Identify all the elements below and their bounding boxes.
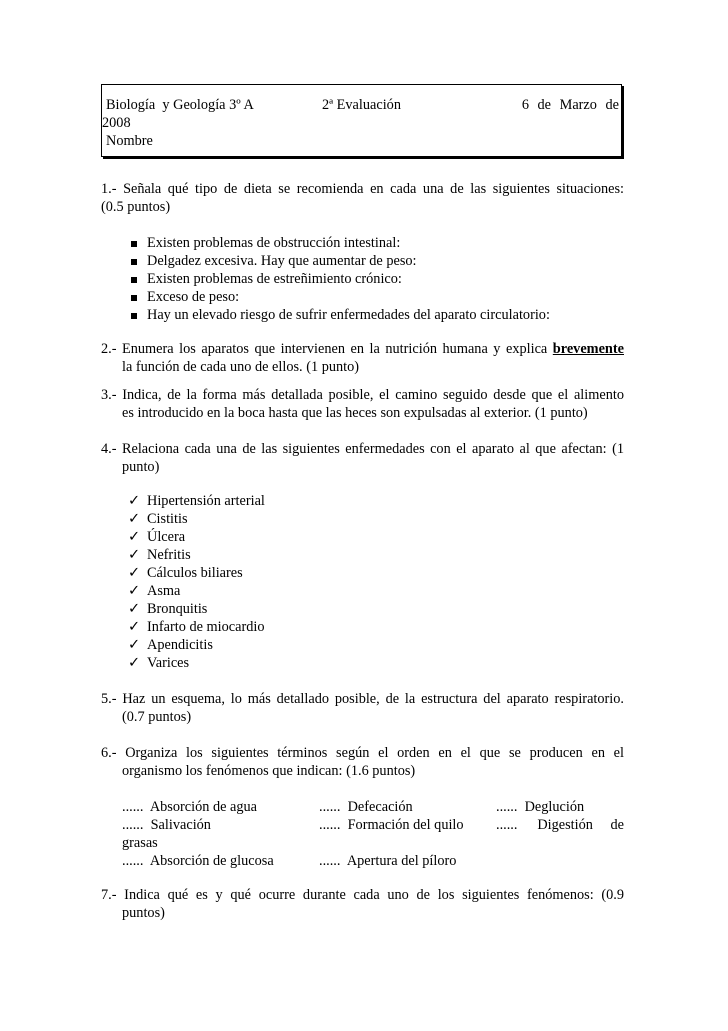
term-item: ...... Formación del quilo — [319, 817, 464, 833]
list-item: Existen problemas de obstrucción intestinal: — [127, 234, 550, 252]
terms-row — [122, 852, 624, 870]
question-5-points: (0.7 puntos) — [122, 709, 192, 725]
question-3-text-cont: es introducido en la boca hasta que las heces son expulsadas al exterior. (1 punto) — [122, 405, 588, 421]
evaluation-label: 2ª Evaluación — [322, 97, 401, 113]
list-item: ✓ Asma — [128, 583, 181, 599]
list-item: Existen problemas de estreñimiento crónico: — [127, 270, 550, 288]
list-item: ✓ Nefritis — [128, 547, 191, 563]
list-item: ✓ Úlcera — [128, 529, 186, 545]
question-7-points: puntos) — [122, 905, 165, 921]
question-4-text-cont: punto) — [122, 459, 160, 475]
question-1-list — [127, 234, 550, 324]
question-7-text: 7.- Indica qué es y qué ocurre durante cada uno de los siguientes fenómenos: (0.9 — [101, 887, 624, 903]
question-4 — [101, 440, 624, 476]
checkmark-icon: ✓ — [128, 565, 140, 581]
list-item: ✓ Varices — [128, 655, 190, 671]
checkmark-icon: ✓ — [128, 619, 140, 635]
question-6-terms — [122, 798, 624, 870]
question-5-text: 5.- Haz un esquema, lo más detallado posible, de la estructura del aparato respiratorio. — [101, 691, 624, 707]
question-7 — [101, 886, 624, 922]
checkmark-icon: ✓ — [128, 547, 140, 563]
term-item: ...... Apertura del píloro — [319, 853, 457, 869]
question-3-text: 3.- Indica, de la forma más detallada posible, el camino seguido desde que el alimento — [101, 387, 624, 403]
list-item: Exceso de peso: — [127, 288, 550, 306]
square-bullet-icon — [127, 252, 141, 270]
question-2-text-cont: la función de cada uno de ellos. (1 punto) — [122, 359, 360, 375]
question-4-list — [127, 492, 265, 672]
question-6-text-cont: organismo los fenómenos que indican: (1.6 puntos) — [122, 763, 416, 779]
checkmark-icon: ✓ — [128, 655, 140, 671]
list-item: ✓ Infarto de miocardio — [128, 619, 265, 635]
checkmark-icon: ✓ — [128, 601, 140, 617]
term-item: ...... Absorción de glucosa — [122, 853, 274, 869]
exam-header-box — [101, 84, 622, 157]
square-bullet-icon — [127, 234, 141, 252]
question-6-text: 6.- Organiza los siguientes términos según el orden en el que se producen en el — [101, 745, 624, 761]
square-bullet-icon — [127, 270, 141, 288]
question-3 — [101, 386, 624, 422]
list-item: ✓ Cálculos biliares — [128, 565, 243, 581]
question-1-text: 1.- Señala qué tipo de dieta se recomienda en cada una de las siguientes situaciones: — [101, 181, 624, 197]
checkmark-icon: ✓ — [128, 511, 140, 527]
square-bullet-icon — [127, 306, 141, 324]
list-item: ✓ Bronquitis — [128, 601, 208, 617]
question-1 — [101, 180, 624, 216]
list-item: ✓ Hipertensión arterial — [128, 493, 265, 509]
term-item-continuation: grasas — [122, 835, 158, 851]
question-5 — [101, 690, 624, 726]
question-4-text: 4.- Relaciona cada una de las siguientes enfermedades con el aparato al que afectan: (1 — [101, 441, 624, 457]
term-item: ...... Salivación — [122, 817, 211, 833]
year-label: 2008 — [102, 115, 131, 131]
checkmark-icon: ✓ — [128, 637, 140, 653]
term-item: ...... Digestión de — [496, 817, 624, 833]
term-item: ...... Defecación — [319, 799, 413, 815]
subject-label: Biología y Geología 3º A — [106, 97, 254, 113]
question-2-text: 2.- Enumera los aparatos que intervienen en la nutrición humana y explica brevemente — [101, 341, 624, 357]
checkmark-icon: ✓ — [128, 583, 140, 599]
date-label: 6 de Marzo de — [521, 97, 619, 113]
name-label: Nombre — [106, 133, 153, 149]
terms-row — [122, 834, 624, 852]
terms-row — [122, 798, 624, 816]
term-item: ...... Deglución — [496, 799, 585, 815]
list-item: ✓ Cistitis — [128, 511, 188, 527]
checkmark-icon: ✓ — [128, 493, 140, 509]
list-item: Hay un elevado riesgo de sufrir enfermedades del aparato circulatorio: — [127, 306, 550, 324]
list-item: ✓ Apendicitis — [128, 637, 213, 653]
list-item: Delgadez excesiva. Hay que aumentar de peso: — [127, 252, 550, 270]
emphasis-word: brevemente — [552, 341, 624, 357]
terms-row — [122, 816, 624, 834]
square-bullet-icon — [127, 288, 141, 306]
question-6 — [101, 744, 624, 780]
question-1-points: (0.5 puntos) — [101, 199, 171, 215]
checkmark-icon: ✓ — [128, 529, 140, 545]
term-item: ...... Absorción de agua — [122, 799, 258, 815]
question-2 — [101, 340, 624, 376]
